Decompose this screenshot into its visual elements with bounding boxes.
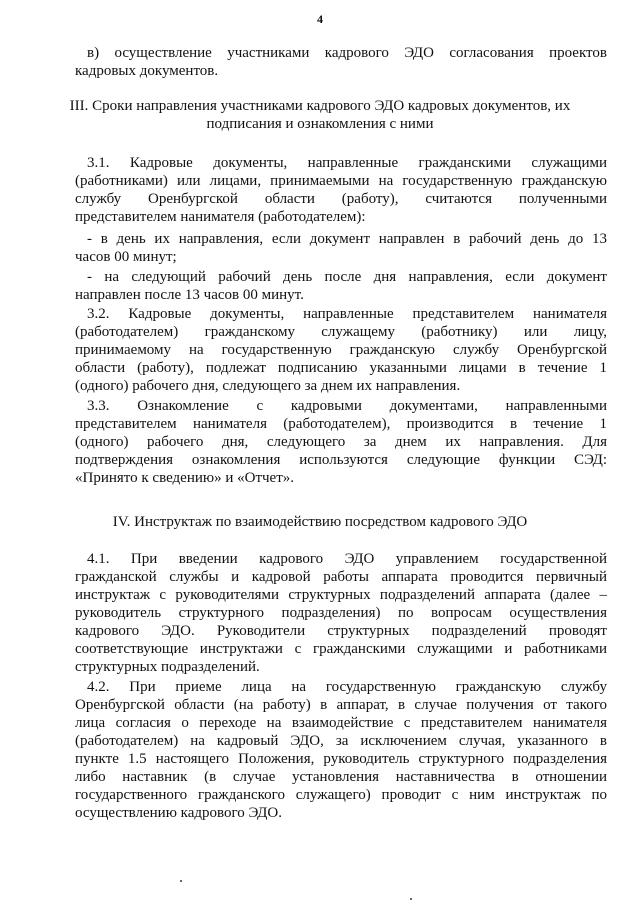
section-heading: подписания и ознакомления с ними — [206, 116, 434, 132]
paragraph-line: кадрового ЭДО. Руководители структурных подразделений проводят — [75, 623, 607, 639]
section-heading: III. Сроки направления участниками кадрового ЭДО кадровых документов, их — [69, 98, 571, 114]
paragraph-line: области (работу), подлежат подписанию указанными лицами в течение 1 — [75, 360, 607, 376]
paragraph-line: лица согласия о переходе на взаимодействие с представителем нанимателя — [75, 715, 607, 731]
paragraph-line: в) осуществление участниками кадрового ЭДО согласования проектов — [87, 45, 607, 61]
paragraph-line: 3.3. Ознакомление с кадровыми документами, направленными — [87, 398, 607, 414]
paragraph-line: либо наставник (в случае установления наставничества в отношении — [75, 769, 607, 785]
list-item-line: направлен после 13 часов 00 минут. — [75, 287, 304, 303]
paragraph-line: 3.2. Кадровые документы, направленные представителем нанимателя — [87, 306, 607, 322]
paragraph-line: пункте 1.5 настоящего Положения, руководитель структурного подразделения — [75, 751, 607, 767]
paragraph-line: структурных подразделений. — [75, 659, 260, 675]
paragraph-line: принимаемому на государственную гражданскую службу Оренбургской — [75, 342, 607, 358]
paragraph-line: подтверждения ознакомления используются следующие функции СЭД: — [75, 452, 607, 468]
list-item-line: - в день их направления, если документ направлен в рабочий день до 13 — [87, 231, 607, 247]
list-item-line: - на следующий рабочий день после дня направления, если документ — [87, 269, 607, 285]
paragraph-line: представителем нанимателя (работодателем), производится в течение 1 — [75, 416, 607, 432]
paragraph-line: руководитель структурного подразделения) по вопросам осуществления — [75, 605, 607, 621]
paragraph-line: (одного) рабочего дня, следующего за днем их направления. — [75, 378, 461, 394]
list-item-line: часов 00 минут; — [75, 249, 177, 265]
paragraph-line: 4.1. При введении кадрового ЭДО управлением государственной — [87, 551, 607, 567]
paragraph-line: (работодателем) на кадровый ЭДО, за исключением случая, указанного в — [75, 733, 607, 749]
paragraph-line: соответствующие инструктажи с гражданскими служащими и работниками — [75, 641, 607, 657]
paragraph-line: гражданской службы и кадровой работы аппарата проводится первичный — [75, 569, 607, 585]
paragraph-line: 3.1. Кадровые документы, направленные гражданскими служащими — [87, 155, 607, 171]
paragraph-line: представителем нанимателя (работодателем): — [75, 209, 366, 225]
paragraph-line: кадровых документов. — [75, 63, 219, 79]
paragraph-line: (работниками) или лицами, принимаемыми на государственную гражданскую — [75, 173, 607, 189]
scan-speck — [180, 880, 182, 882]
paragraph-line: государственного гражданского служащего) проводит с ним инструктаж по — [75, 787, 607, 803]
paragraph-line: инструктаж с руководителями структурных подразделений аппарата (далее – — [75, 587, 607, 603]
paragraph-line: 4.2. При приеме лица на государственную гражданскую службу — [87, 679, 607, 695]
page-number: 4 — [317, 12, 323, 26]
paragraph-line: Оренбургской области (на работу) в аппарат, в случае получения от такого — [75, 697, 607, 713]
paragraph-line: службу Оренбургской области (работу), считаются полученными — [75, 191, 607, 207]
paragraph-line: (одного) рабочего дня, следующего за днем их направления. Для — [75, 434, 607, 450]
paragraph-line: осуществлению кадрового ЭДО. — [75, 805, 282, 821]
section-heading: IV. Инструктаж по взаимодействию посредством кадрового ЭДО — [112, 514, 528, 530]
paragraph-line: «Принято к сведению» и «Отчет». — [75, 470, 295, 486]
paragraph-line: (работодателем) гражданскому служащему (работнику) или лицу, — [75, 324, 607, 340]
scan-speck — [410, 898, 412, 900]
